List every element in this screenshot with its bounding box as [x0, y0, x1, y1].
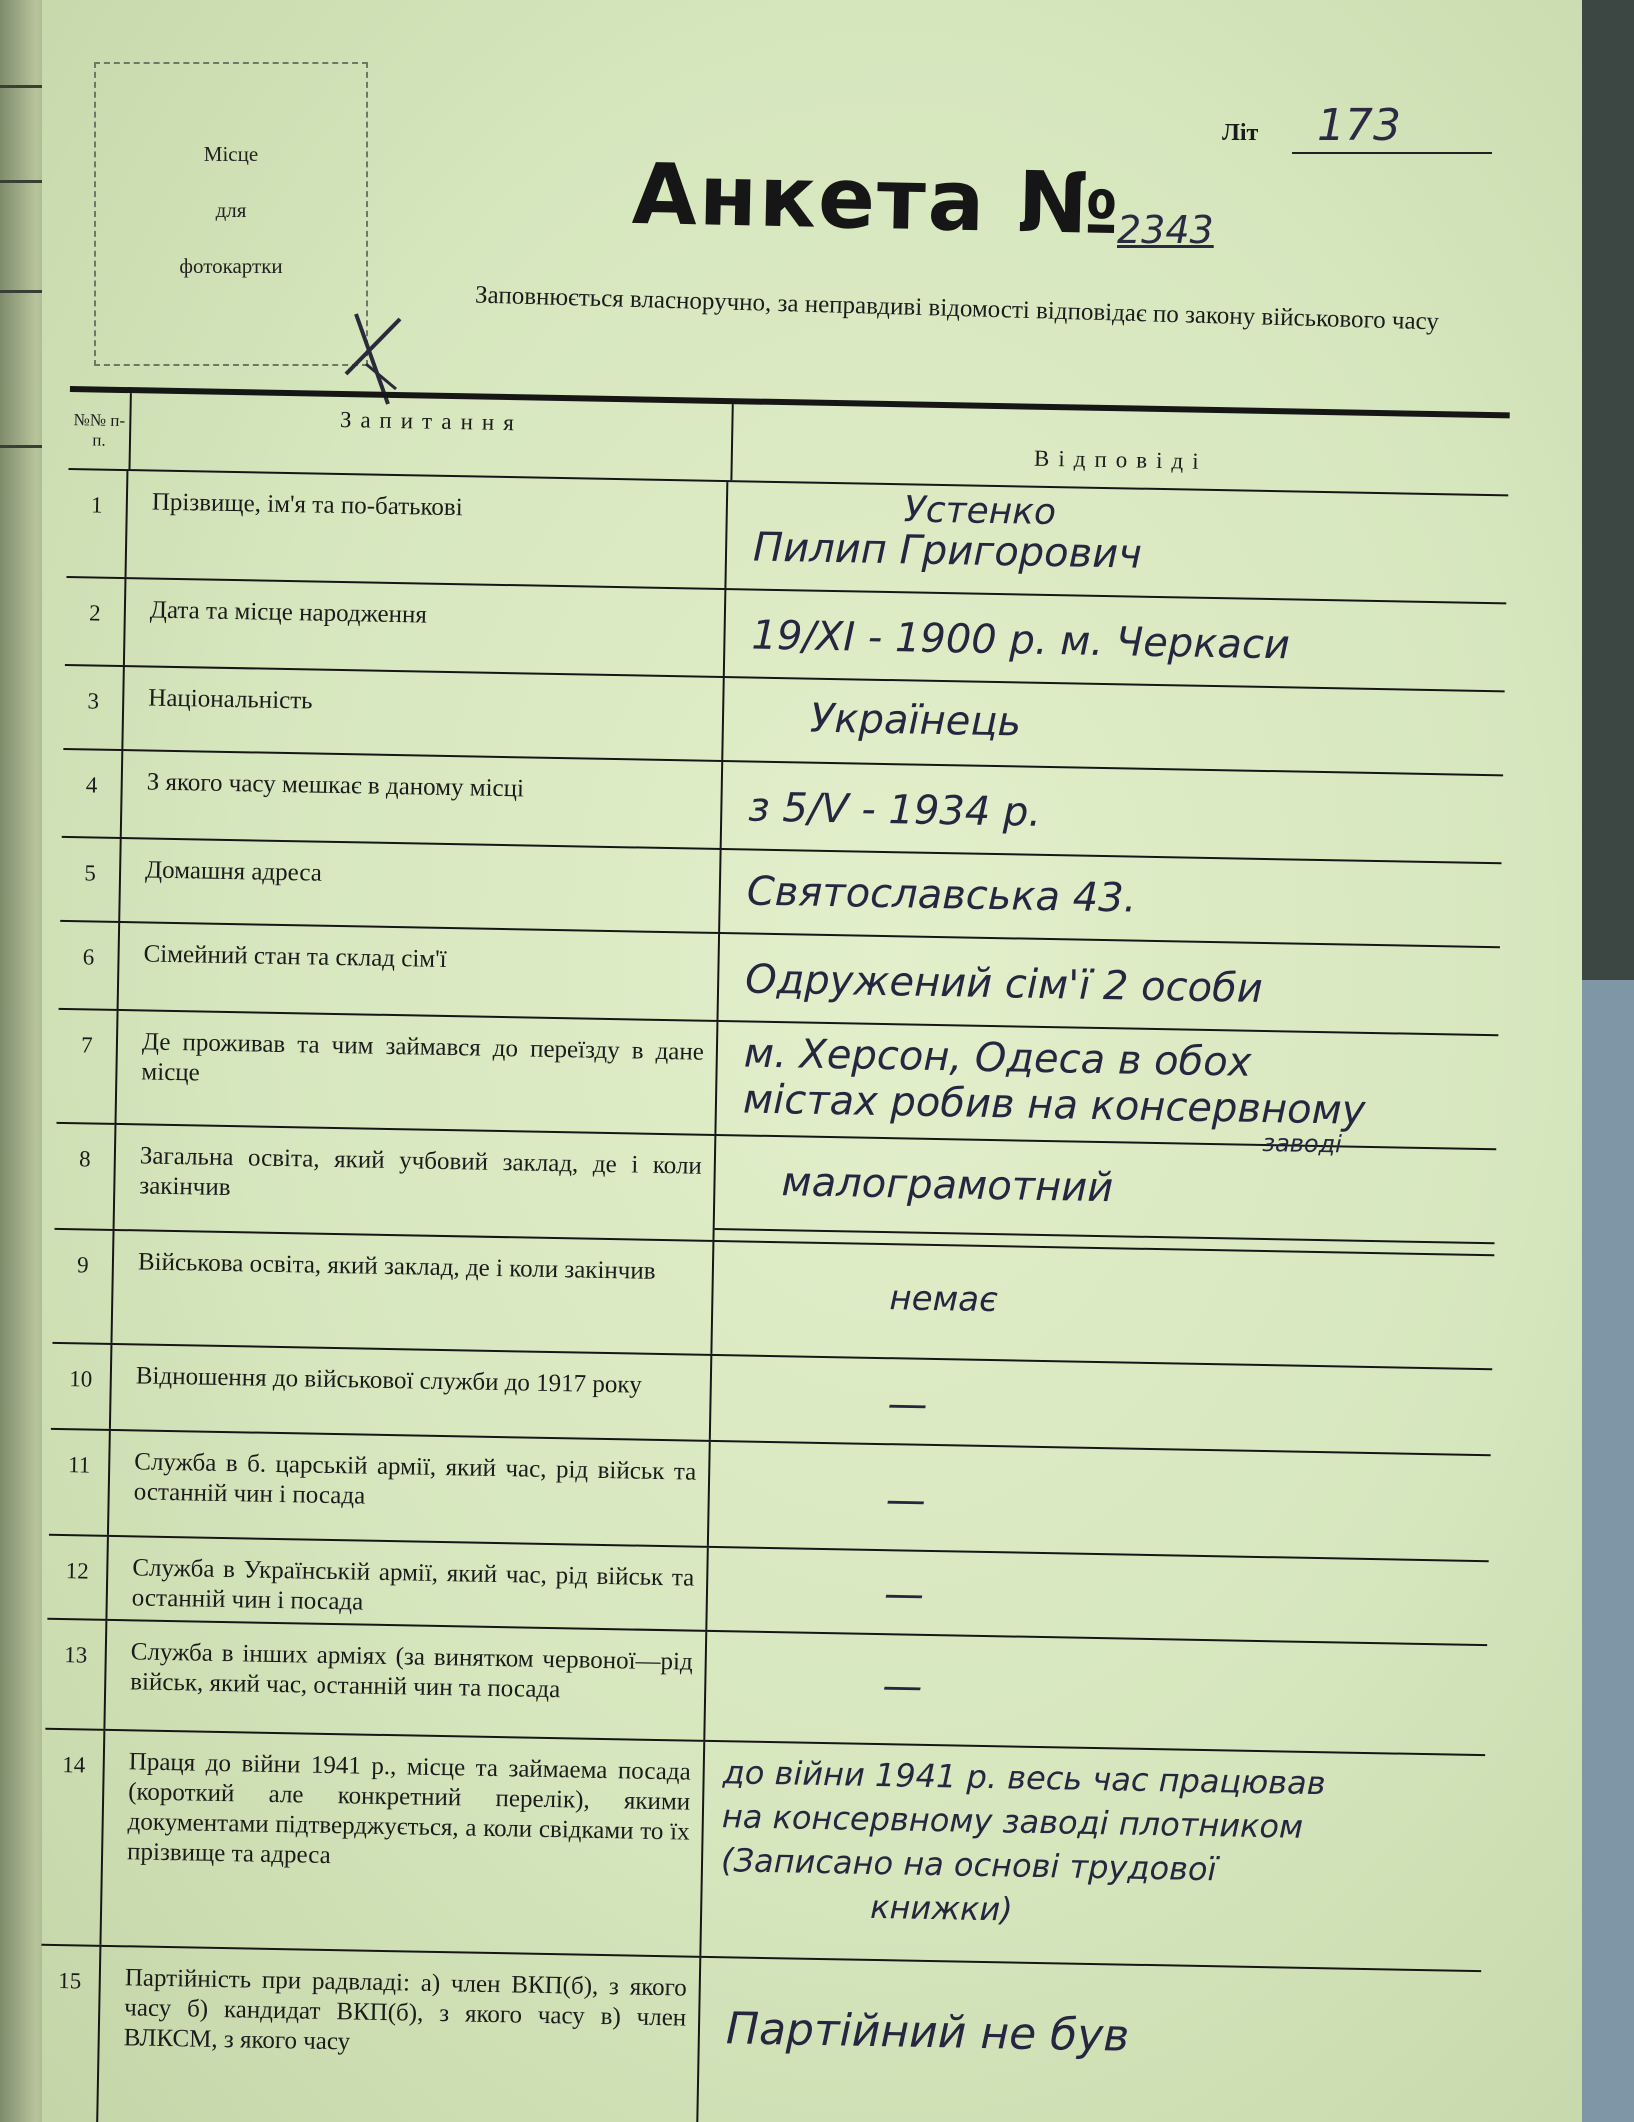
row-question: Служба в інших арміях (за винятком червоної—рід військ, який час, останній чин та посада [105, 1621, 707, 1740]
row-answer [709, 1442, 1491, 1560]
row-answer [726, 482, 1508, 602]
row-number: 3 [63, 666, 124, 749]
page-title: Анкета № [631, 144, 1122, 254]
row-number: 7 [57, 1010, 119, 1123]
photo-placeholder-box [94, 62, 368, 366]
photo-box-line: фотокартки [179, 254, 283, 278]
answer-line: книжки) [869, 1887, 1014, 1929]
answer-line: заводі [1262, 1128, 1343, 1159]
row-answer [720, 850, 1501, 946]
answer-line: малограмотний [781, 1159, 1114, 1212]
lit-number: 173 [1317, 100, 1401, 151]
row-number: 5 [60, 838, 121, 921]
row-answer [705, 1632, 1487, 1754]
row-answer [718, 934, 1499, 1034]
photo-box-line: для [215, 198, 247, 222]
table-row [38, 1946, 1481, 2122]
answer-line: немає [889, 1278, 999, 1321]
answer-line: — [881, 1663, 923, 1710]
row-question: Відношення до військової служби до 1917 року [111, 1345, 712, 1440]
header-answer: Відповіді [1033, 445, 1208, 474]
header-number: №№ п-п. [68, 392, 131, 469]
answer-line: Устенко [903, 489, 1057, 534]
row-number: 10 [51, 1344, 113, 1429]
row-question: Прізвище, ім'я та по-батькові [127, 471, 729, 588]
answer-line: до війни 1941 р. весь час працював [722, 1753, 1326, 1803]
row-number: 14 [41, 1730, 105, 1945]
answer-line: Партійний не був [725, 2003, 1130, 2062]
row-number: 9 [52, 1230, 114, 1343]
row-question: Домашня адреса [120, 839, 721, 932]
row-number: 2 [65, 578, 127, 665]
row-answer [714, 1136, 1496, 1254]
answer-line: містах робив на консервному [742, 1076, 1366, 1134]
row-answer [716, 1022, 1498, 1159]
row-question: Служба в б. царській армії, який час, рід військ та останній чин і посада [109, 1431, 711, 1546]
answer-line: на консервному заводі плотником [721, 1797, 1304, 1846]
answer-line: Святославська 43. [746, 868, 1137, 922]
row-question: Служба в Українській армії, який час, рід військ та останній чин і посада [107, 1537, 708, 1630]
answer-line: Одружений сім'ї 2 особи [744, 956, 1264, 1012]
row-answer [723, 678, 1504, 774]
table-row [41, 1730, 1485, 1972]
lit-label: Літ [1222, 120, 1259, 146]
row-number: 4 [62, 750, 124, 837]
row-answer [701, 1742, 1485, 1970]
row-question: Національність [123, 667, 724, 760]
answer-line: 19/XI - 1900 р. м. Черкаси [751, 612, 1291, 669]
row-question: Загальна освіта, який учбовий заклад, де і коли закінчив [115, 1125, 717, 1240]
answer-line: Пилип Григорович [752, 524, 1143, 578]
row-answer [722, 762, 1503, 862]
photo-box-line: Місце [203, 142, 259, 166]
questionnaire-sheet [42, 0, 1582, 2122]
lit-underline [1292, 152, 1492, 154]
row-answer [707, 1548, 1488, 1644]
row-number: 11 [49, 1430, 111, 1535]
row-answer [712, 1242, 1494, 1368]
row-answer [698, 1958, 1481, 2122]
row-number: 12 [47, 1536, 108, 1619]
form-subtitle: Заповнюється власноручно, за неправдиві відомості відповідає по закону військового часу [474, 281, 1440, 336]
questionnaire-table [38, 386, 1510, 2122]
row-question: Праця до війни 1941 р., місце та займаема посада (короткий але конкретний перелік), якими документами підтверджується, а коли свідками то їх прізвище та адреса [101, 1731, 705, 1956]
row-number: 15 [38, 1946, 101, 2122]
row-answer [725, 590, 1506, 690]
row-question: Військова освіта, який заклад, де і коли закінчив [112, 1231, 714, 1354]
row-question: Де проживав та чим займався до переїзду в дане місце [117, 1011, 719, 1134]
row-number: 6 [59, 922, 121, 1009]
answer-line: — [885, 1477, 927, 1524]
answer-line: (Записано на основі трудової [720, 1841, 1217, 1889]
answer-line: — [883, 1571, 925, 1618]
row-question: Сімейний стан та склад сім'ї [119, 923, 720, 1020]
answer-rule [715, 1228, 1495, 1244]
answer-line: — [887, 1381, 928, 1428]
form-number: 2343 [1117, 208, 1214, 252]
row-number: 8 [55, 1124, 117, 1229]
row-question: Дата та місце народження [125, 579, 726, 676]
row-question: З якого часу мешкає в даному місці [122, 751, 723, 848]
row-answer [711, 1356, 1492, 1454]
answer-line: Українець [809, 695, 1022, 746]
answer-line: з 5/V - 1934 р. [747, 784, 1042, 836]
header-question: Запитання [130, 393, 733, 480]
row-question: Партійність при радвладі: а) член ВКП(б), з якого часу б) кандидат ВКП(б), з якого часу в) член ВЛКСМ, з якого часу [98, 1947, 701, 2122]
answer-line: м. Херсон, Одеса в обох [743, 1030, 1252, 1086]
row-number: 1 [67, 470, 129, 577]
row-number: 13 [45, 1620, 107, 1729]
